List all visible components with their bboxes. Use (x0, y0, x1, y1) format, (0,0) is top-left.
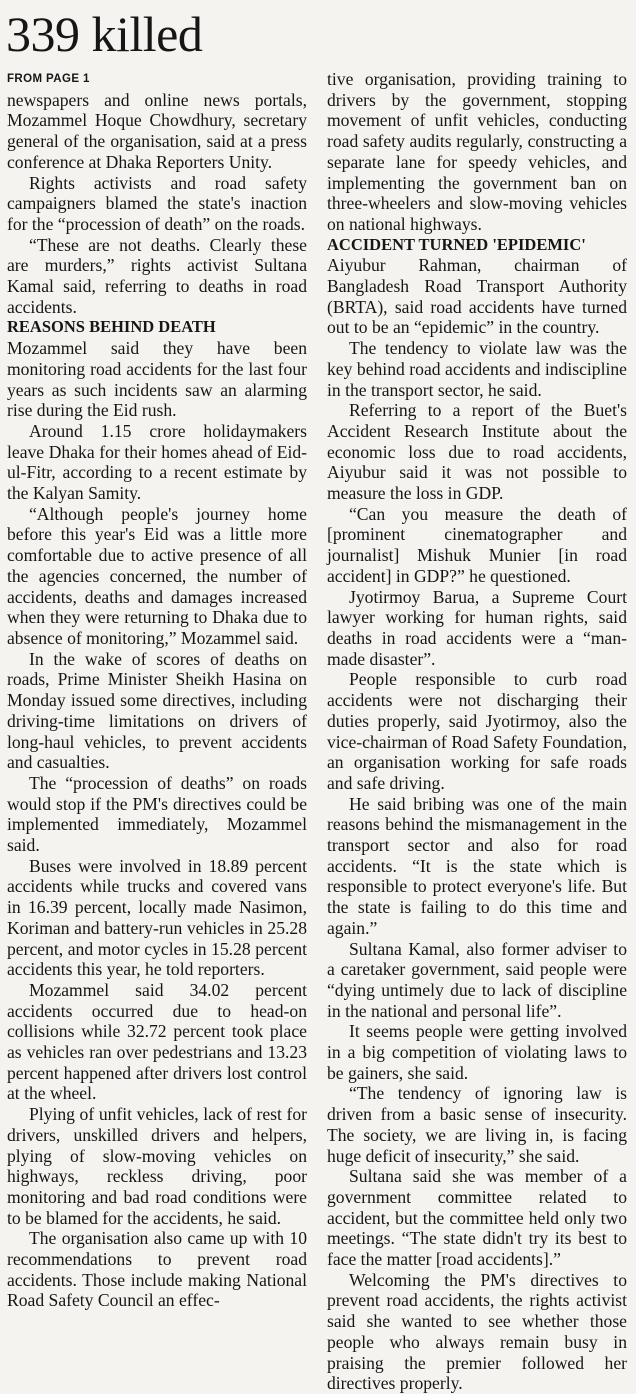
paragraph: “The tendency of ignoring law is driven from a basic sense of insecurity. The society, we are living in, is facing huge deficit of insecurity,” she said. (327, 1083, 627, 1166)
paragraph: Rights activists and road safety campaigners blamed the state's inaction for the “procession of death” on the roads. (7, 172, 307, 234)
paragraph: Referring to a report of the Buet's Accident Research Institute about the economic loss due to road accidents, Aiyubur said it was not possible to measure the loss in GDP. (327, 400, 627, 504)
paragraph: Sultana Kamal, also former adviser to a caretaker government, said people were “dying untimely due to lack of discipline in the national and personal life”. (327, 938, 627, 1021)
paragraph: In the wake of scores of deaths on roads, Prime Minister Sheikh Hasina on Monday issued some directives, including driving-time limitations on drivers of long-haul vehicles, to prevent accidents and casualties. (7, 648, 307, 773)
paragraph: The tendency to violate law was the key behind road accidents and indiscipline in the transport sector, he said. (327, 338, 627, 400)
paragraph: “These are not deaths. Clearly these are murders,” rights activist Sultana Kamal said, referring to deaths in road accidents. (7, 234, 307, 317)
subheading: ACCIDENT TURNED 'EPIDEMIC' (327, 234, 586, 254)
paragraph: Mozammel said they have been monitoring road accidents for the last four years as such incidents saw an alarming rise during the Eid rush. (7, 338, 307, 421)
paragraph: Jyotirmoy Barua, a Supreme Court lawyer working for human rights, said deaths in road accidents were a “man-made disaster”. (327, 586, 627, 669)
paragraph: Plying of unfit vehicles, lack of rest for drivers, unskilled drivers and helpers, plying of slow-moving vehicles on highways, reckless driving, poor monitoring and bad road conditions were to be blamed for the accidents, he said. (7, 1104, 307, 1228)
paragraph: He said bribing was one of the main reasons behind the mismanagement in the transport sector and also for road accidents. “It is the state which is responsible to protect everyone's life. But the state is failing to do this time and again.” (327, 793, 627, 938)
subheading: REASONS BEHIND DEATH (7, 317, 216, 337)
right-column (327, 69, 627, 1394)
left-column-body (7, 90, 307, 1311)
paragraph: “Although people's journey home before this year's Eid was a little more comfortable due to active presence of all the agencies concerned, the number of accidents, deaths and damages increased when they were returning to Dhaka due to absence of monitoring,” Mozammel said. (7, 503, 307, 648)
paragraph: Around 1.15 crore holidaymakers leave Dhaka for their homes ahead of Eid-ul-Fitr, according to a recent estimate by the Kalyan Samity. (7, 420, 307, 504)
paragraph: “Can you measure the death of [prominent cinematographer and journalist] Mishuk Munier [in road accident] in GDP?” he questioned. (327, 503, 627, 586)
paragraph: The organisation also came up with 10 recommendations to prevent road accidents. Those include making National Road Safety Council an effec- (7, 1228, 307, 1311)
paragraph: It seems people were getting involved in a big competition of violating laws to be gainers, she said. (327, 1021, 627, 1083)
paragraph: The “procession of deaths” on roads would stop if the PM's directives could be implemented immediately, Mozammel said. (7, 772, 307, 856)
paragraph: newspapers and online news portals, Mozammel Hoque Chowdhury, secretary general of the organisation, said at a press conference at Dhaka Reporters Unity. (7, 89, 307, 172)
paragraph: tive organisation, providing training to drivers by the government, stopping movement of unfit vehicles, conducting road safety audits regularly, constructing a separate lane for speedy vehicles, and implementing the government ban on three-wheelers and slow-moving vehicles on national highways. (327, 69, 627, 234)
left-column (7, 69, 307, 1311)
paragraph: Sultana said she was member of a government committee related to accident, but the committee held only two meetings. “The state didn't try its best to face the matter [road accidents].” (327, 1166, 627, 1270)
paragraph: Buses were involved in 18.89 percent accidents while trucks and covered vans in 16.39 percent, locally made Nasimon, Koriman and battery-run vehicles in 25.28 percent, and motor cycles in 15.28 percent accidents this year, he told reporters. (7, 855, 307, 980)
paragraph: Mozammel said 34.02 percent accidents occurred due to head-on collisions while 32.72 percent took place as vehicles ran over pedestrians and 13.23 percent happened after drivers lost control at the wheel. (7, 979, 307, 1104)
headline: 339 killed (6, 6, 203, 62)
kicker: FROM PAGE 1 (7, 73, 90, 85)
paragraph: Aiyubur Rahman, chairman of Bangladesh Road Transport Authority (BRTA), said road accidents have turned out to be an “epidemic” in the country. (327, 255, 627, 338)
paragraph: Welcoming the PM's directives to prevent road accidents, the rights activist said she wanted to see whether those people who always remain busy in praising the premier followed her directives properly. (327, 1269, 627, 1394)
right-column-body (327, 69, 627, 1394)
paragraph: People responsible to curb road accidents were not discharging their duties properly, said Jyotirmoy, also the vice-chairman of Road Safety Foundation, an organisation working for safe roads and safe driving. (327, 669, 627, 793)
